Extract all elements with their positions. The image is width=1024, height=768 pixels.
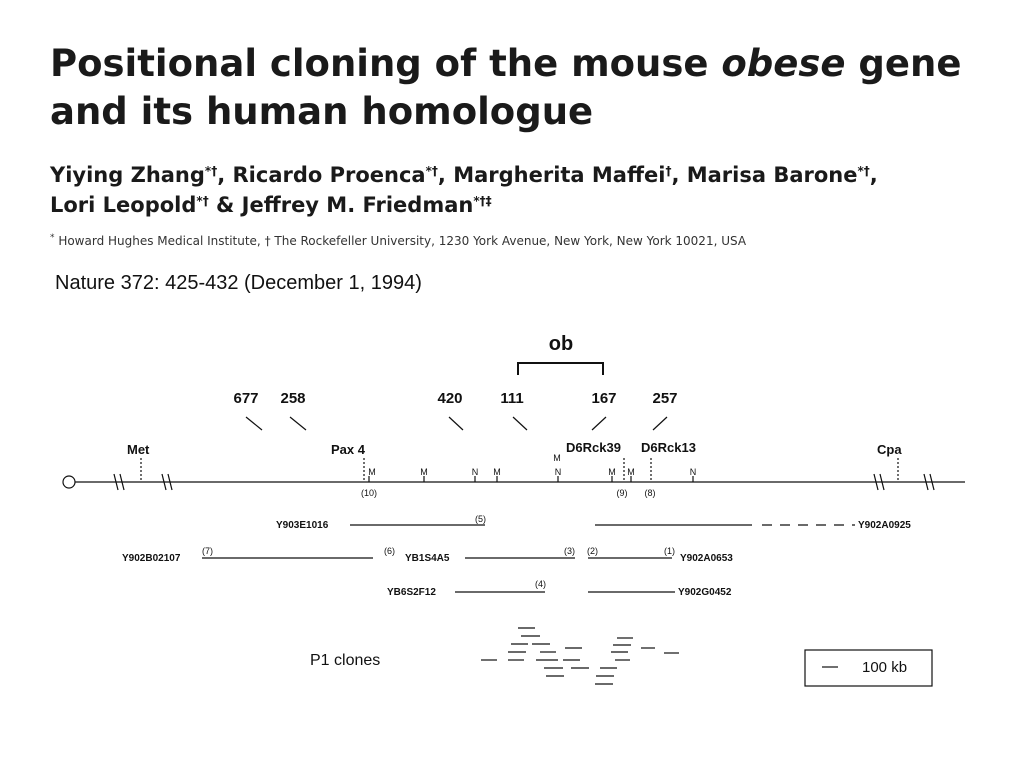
site-letter: M (627, 467, 635, 477)
affiliation-mark: † (264, 234, 271, 248)
site-letter: N (471, 467, 479, 477)
site-number: (8) (644, 488, 656, 498)
author-name: Marisa Barone (686, 163, 858, 187)
author-name: Lori Leopold (50, 193, 197, 217)
top-number: 420 (437, 390, 463, 407)
scale-label: 100 kb (862, 659, 908, 676)
affiliation-mark: * (50, 233, 55, 243)
author-separator: & (208, 193, 242, 217)
marker-dashes (141, 458, 898, 482)
top-number: 167 (591, 390, 617, 407)
paper-title (50, 40, 990, 136)
top-number: 111 (500, 390, 524, 407)
yac-number: (5) (475, 514, 486, 524)
site-letter: M (493, 467, 501, 477)
yac-number: (2) (587, 546, 598, 556)
author-list (50, 160, 1010, 220)
physical-map-figure (0, 320, 1024, 700)
author-marks: *† (425, 164, 438, 178)
yac-number: (1) (664, 546, 675, 556)
affiliation-line (50, 233, 1010, 248)
marker-d6rck13: D6Rck13 (641, 440, 696, 455)
p1-clones-label: P1 clones (310, 652, 381, 669)
author-name: Ricardo Proenca (232, 163, 426, 187)
yac-label: Y902B02107 (122, 553, 181, 564)
author-marks: *† (857, 164, 870, 178)
marker-d6rck39: D6Rck39 (566, 440, 621, 455)
p1-clone-lines (481, 628, 679, 684)
author-separator: , (671, 163, 687, 187)
site-letter: N (554, 467, 562, 477)
affiliation-text: The Rockefeller University, 1230 York Avenue, New York, New York 10021, USA (270, 234, 747, 248)
yac-label: Y902A0653 (680, 553, 733, 564)
centromere-circle (63, 476, 75, 488)
site-number: (10) (360, 488, 378, 498)
site-letter: M (608, 467, 616, 477)
yac-label: YB1S4A5 (405, 553, 450, 564)
top-number: 257 (652, 390, 678, 407)
yac-label: Y902G0452 (678, 587, 732, 598)
author-separator: , (437, 163, 454, 187)
title-italic-gene: obese (721, 42, 846, 85)
site-letter: N (689, 467, 697, 477)
ob-bracket (518, 363, 603, 375)
title-part-2: gene and its human homologue (50, 42, 962, 133)
author-name: Margherita Maffei (453, 163, 666, 187)
site-letter: M (420, 467, 428, 477)
author-marks: *† (196, 194, 209, 208)
ob-label: ob (548, 333, 574, 355)
site-letter: M (553, 453, 561, 463)
author-marks: *†‡ (473, 194, 492, 208)
yac-label: Y903E1016 (276, 520, 329, 531)
yac-label: YB6S2F12 (387, 587, 436, 598)
author-separator: , (869, 163, 878, 187)
yac-number: (3) (564, 546, 575, 556)
author-separator: , (217, 163, 233, 187)
top-number: 258 (280, 390, 306, 407)
author-marks: *† (204, 164, 218, 178)
citation: Nature 372: 425-432 (December 1, 1994) (55, 272, 422, 294)
site-letter: M (368, 467, 376, 477)
yac-number: (7) (202, 546, 213, 556)
site-number: (9) (616, 488, 628, 498)
marker-cpa: Cpa (877, 442, 902, 457)
yac-number: (4) (535, 579, 546, 589)
marker-met: Met (127, 442, 150, 457)
pointer-lines (246, 417, 667, 430)
yac-lines (202, 525, 855, 592)
author-name: Jeffrey M. Friedman (241, 193, 474, 217)
top-number: 677 (233, 390, 259, 407)
author-marks: † (665, 164, 672, 178)
affiliation-text: Howard Hughes Medical Institute, (54, 234, 265, 248)
yac-label: Y902A0925 (858, 520, 911, 531)
marker-pax4: Pax 4 (331, 442, 365, 457)
title-part-1: Positional cloning of the mouse (50, 42, 722, 85)
site-ticks (369, 476, 693, 482)
yac-number: (6) (384, 546, 395, 556)
author-name: Yiying Zhang (50, 163, 205, 187)
